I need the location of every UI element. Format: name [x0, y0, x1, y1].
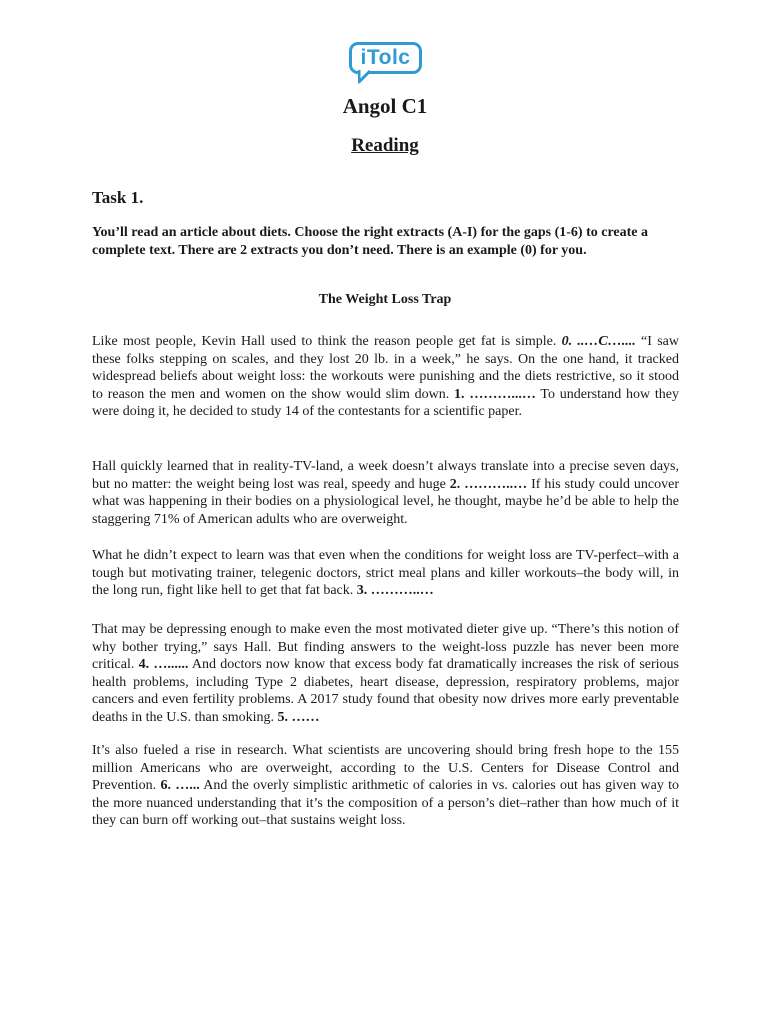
article-paragraph-3: [92, 547, 679, 600]
article-paragraph-1: [92, 333, 679, 421]
paragraph-text: To understand how they were doing it, he decided to study 14 of the contestants for a scientific paper.: [92, 386, 680, 419]
example-gap-0: 0. ..…C…....: [561, 334, 636, 349]
article-paragraph-2: [92, 458, 679, 528]
article-title: The Weight Loss Trap: [318, 292, 452, 307]
article-paragraph-4: [92, 621, 679, 726]
paragraph-text: Like most people, Kevin Hall used to think the reason people get fat is simple.: [92, 334, 562, 349]
task-label: Task 1.: [92, 188, 144, 207]
speech-bubble-tail-icon: [358, 70, 374, 84]
paragraph-text: And the overly simplistic arithmetic of calories in vs. calories out has given way to the more nuanced understanding that it’s the composition of a person’s diet–rather than how much of it they can burn off working out–that sustains weight loss.: [92, 778, 680, 828]
logo-text: iTolc: [360, 46, 411, 69]
task-instructions: You’ll read an article about diets. Choose the right extracts (A-I) for the gaps (1-6) to create a complete text. There are 2 extracts you don’t need. There is an example (0) for you.: [92, 225, 649, 258]
paragraph-text: It’s also fueled a rise in research. What scientists are uncovering should bring fresh hope to the 155 million Americans who are overweight, according to the U.S. Centers for Disease Control and Prevention.: [92, 743, 679, 793]
itolc-logo: [349, 42, 422, 84]
section-heading: Reading: [351, 135, 419, 156]
gap-4: 4. …......: [138, 657, 189, 672]
gap-2: 2. ………..…: [449, 476, 528, 492]
gap-1: 1. ………...…: [454, 386, 536, 402]
paragraph-text: “I saw these folks stepping on scales, and they lost 20 lb. in a week,” he says. On the one hand, it tracked widespread beliefs about weight loss: the workouts were punishing and the diets restrictive, so it stood to reason the men and women on the show would slim down.: [92, 334, 679, 402]
gap-3: 3. ………..…: [356, 583, 434, 598]
paragraph-text: And doctors now know that excess body fat dramatically increases the risk of serious health problems, including Type 2 diabetes, heart disease, depression, respiratory problems, major cancers and even fertility problems. A 2017 study found that obesity now drives more early preventable deaths in the U.S. than smoking.: [92, 657, 679, 725]
paragraph-text: Hall quickly learned that in reality-TV-land, a week doesn’t always translate into a precise seven days, but no matter: the weight being lost was real, speedy and huge: [92, 459, 679, 492]
article-paragraph-5: [92, 742, 679, 830]
gap-5: 5. ……: [277, 709, 320, 725]
paragraph-text: What he didn’t expect to learn was that even when the conditions for weight loss are TV-perfect–with a tough but motivating trainer, telegenic doctors, strict meal plans and killer workouts–the body will, in the long run, fight like hell to get that fat back.: [92, 548, 679, 598]
paragraph-text: If his study could uncover what was happening in their bodies on a physiological level, he thought, maybe he’d be able to help the staggering 71% of American adults who are overweight.: [92, 476, 680, 527]
gap-6: 6. …...: [160, 778, 200, 793]
page-title: Angol C1: [342, 94, 428, 118]
paragraph-text: That may be depressing enough to make even the most motivated dieter give up. “There’s this notion of why bother trying,” says Hall. But finding answers to the weight-loss puzzle has never been more critical.: [92, 622, 679, 672]
